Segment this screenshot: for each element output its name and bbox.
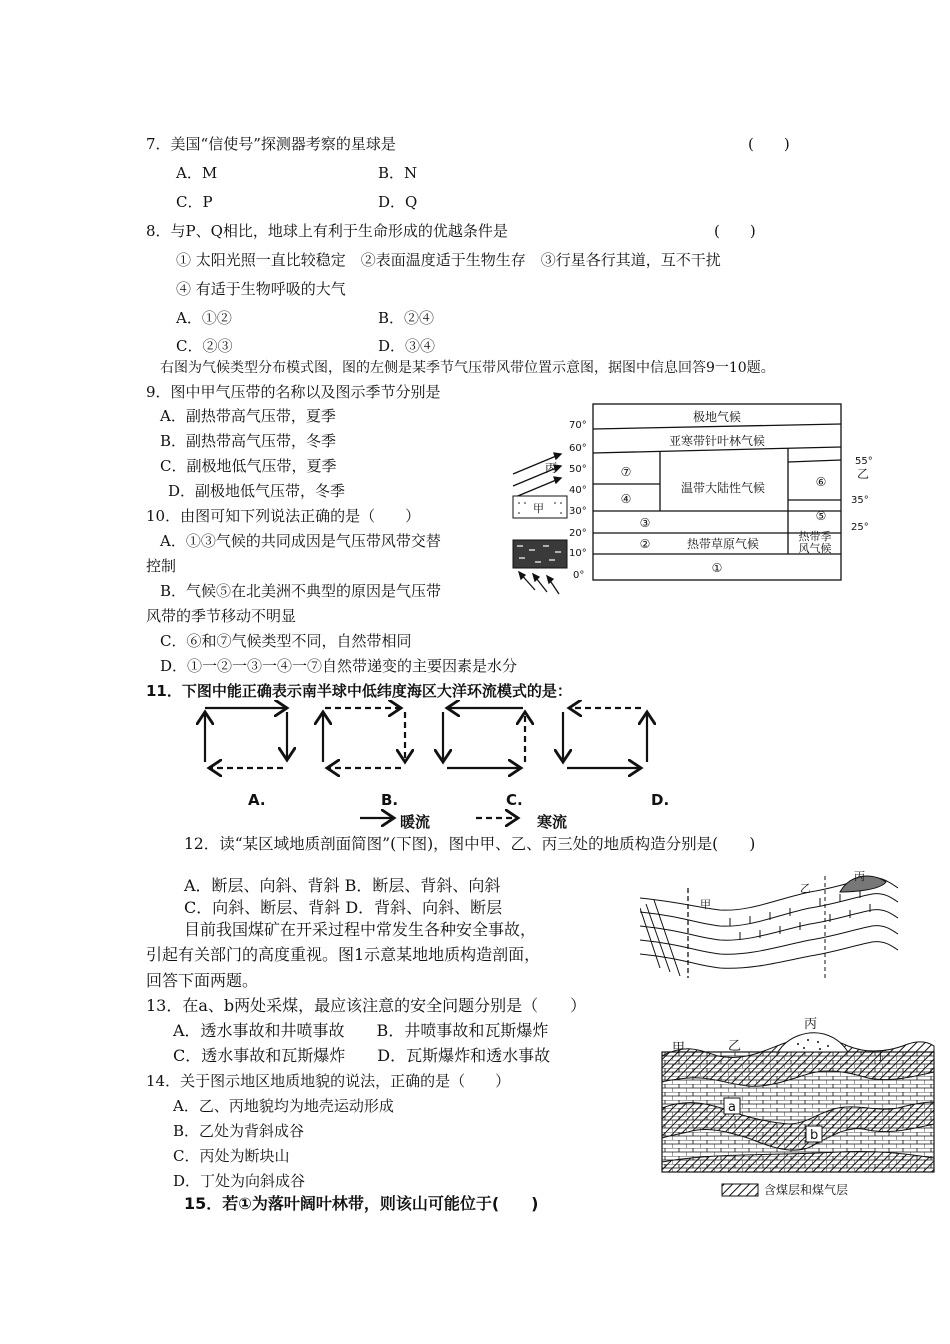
zone-2: ② <box>639 537 651 551</box>
q8-option-d: D．③④ <box>378 337 436 355</box>
savanna-label: 热带草原气候 <box>686 537 760 551</box>
q9-stem: 9．图中甲气压带的名称以及图示季节分别是 <box>146 383 441 401</box>
q7-stem: 7．美国“信使号”探测器考察的星球是 <box>146 135 396 153</box>
q11-stem: 11．下图中能正确表示南半球中低纬度海区大洋环流模式的是： <box>146 682 572 700</box>
bing-label: 丙 <box>545 461 558 475</box>
lat-label: 0° <box>573 570 585 581</box>
q11-option-c: C. <box>506 791 523 809</box>
zone-3: ③ <box>639 516 651 530</box>
q14-stem: 14．关于图示地区地质地貌的说法，正确的是（ ） <box>146 1072 511 1090</box>
q7-option-a: A．M <box>176 164 218 182</box>
subarctic-climate-label: 亚寒带针叶林气候 <box>668 434 766 448</box>
q8-option-c: C．②③ <box>176 337 233 355</box>
ocean-current-diagrams <box>195 700 675 780</box>
lat-label: 70° <box>569 420 587 431</box>
q9-option-d: D．副极地低气压带，冬季 <box>168 482 346 500</box>
boundary-line <box>593 424 841 429</box>
jia-label: 甲 <box>533 502 544 515</box>
coal-fig-ding: 丁 <box>874 1049 888 1064</box>
lat-label: 40° <box>569 485 587 496</box>
coal-fig-jia: 甲 <box>672 1041 686 1056</box>
coal-intro-2: 引起有关部门的高度重视。图1示意某地地质构造剖面， <box>146 945 541 964</box>
q7-option-b: B．N <box>378 164 418 182</box>
q8-conditions-2: ④ 有适于生物呼吸的大气 <box>176 280 346 298</box>
q15-stem: 15．若①为落叶阔叶林带，则该山可能位于( ) <box>184 1194 539 1213</box>
coal-fig-a: a <box>728 1100 736 1115</box>
q14-option-d: D．丁处为向斜成谷 <box>173 1172 306 1190</box>
zone-7: ⑦ <box>620 465 632 479</box>
q11-option-a: A. <box>248 791 266 809</box>
lat-label: 20° <box>569 528 587 539</box>
q10-option-d: D．①一②一③一④一⑦自然带递变的主要因素是水分 <box>160 657 518 675</box>
q12-options-ab: A．断层、向斜、背斜 B．断层、背斜、向斜 <box>184 876 501 895</box>
coal-fig-b: b <box>810 1128 819 1143</box>
q12-options-cd: C．向斜、断层、背斜 D．背斜、向斜、断层 <box>184 898 503 917</box>
q14-option-b: B．乙处为背斜成谷 <box>173 1122 305 1140</box>
q10-option-a-cont: 控制 <box>146 557 177 575</box>
lat-label: 50° <box>569 464 587 475</box>
coal-fig-yi: 乙 <box>728 1039 742 1054</box>
yi-label: 乙 <box>857 467 870 481</box>
q11-option-d: D. <box>651 791 670 809</box>
q12-stem: 12．读“某区域地质剖面简图”(下图)，图中甲、乙、丙三处的地质构造分别是( ) <box>184 835 756 853</box>
q13-stem: 13．在a、b两处采煤，最应该注意的安全问题分别是（ ） <box>146 996 587 1015</box>
lat-label: 10° <box>569 548 587 559</box>
intro-9-10: 右图为气候类型分布模式图，图的左侧是某季节气压带风带位置示意图，据图中信息回答9一10题。 <box>160 360 775 376</box>
warm-current-legend: 暖流 <box>400 813 431 831</box>
q14-option-c: C．丙处为断块山 <box>173 1147 290 1165</box>
geologic-section-figure <box>640 868 900 978</box>
polar-climate-label: 极地气候 <box>692 410 742 424</box>
q14-option-a: A．乙、丙地貌均为地壳运动形成 <box>173 1097 394 1115</box>
temperate-continental-label: 温带大陆性气候 <box>680 481 766 495</box>
zone-4: ④ <box>620 492 632 506</box>
q10-option-b-cont: 风带的季节移动不明显 <box>146 607 297 625</box>
fig-yi-label: 乙 <box>800 882 811 895</box>
monsoon-label: 风气候 <box>798 542 832 555</box>
coal-geology-figure <box>658 1012 940 1204</box>
coal-intro-1: 目前我国煤矿在开采过程中常发生各种安全事故， <box>184 920 537 939</box>
coal-legend-swatch <box>722 1184 758 1196</box>
q8-paren: ( ) <box>714 222 756 240</box>
q11-option-b: B. <box>381 791 399 809</box>
cold-current-legend: 寒流 <box>537 813 568 831</box>
fig-jia-label: 甲 <box>700 898 711 911</box>
lat-label: 30° <box>569 506 587 517</box>
lat-label: 60° <box>569 443 587 454</box>
right-lat-label: 55° <box>855 456 873 467</box>
coal-intro-3: 回答下面两题。 <box>146 971 259 990</box>
right-lat-label: 25° <box>851 522 869 533</box>
legend-arrows <box>358 808 558 830</box>
fig-bing-label: 丙 <box>854 870 865 883</box>
low-pressure-belt <box>513 540 567 568</box>
zone-6: ⑥ <box>815 475 827 489</box>
q7-paren: ( ) <box>748 135 790 153</box>
q13-options-ab: A．透水事故和井喷事故 B．井喷事故和瓦斯爆炸 <box>173 1021 549 1040</box>
q10-stem: 10．由图可知下列说法正确的是（ ） <box>146 507 421 525</box>
q8-option-b: B．②④ <box>378 309 435 327</box>
q10-option-c: C．⑥和⑦气候类型不同，自然带相同 <box>160 632 412 650</box>
q9-option-b: B．副热带高气压带，冬季 <box>160 432 337 450</box>
q8-stem: 8．与P、Q相比，地球上有利于生命形成的优越条件是 <box>146 222 508 240</box>
zone-1: ① <box>711 561 723 575</box>
boundary-line <box>788 460 841 462</box>
q10-option-b: B．气候⑤在北美洲不典型的原因是气压带 <box>160 582 442 600</box>
coal-fig-bing: 丙 <box>804 1017 818 1032</box>
climate-distribution-figure <box>505 400 900 600</box>
q7-option-c: C．P <box>176 193 213 211</box>
q10-option-a: A．①③气候的共同成因是气压带风带交替 <box>160 532 441 550</box>
right-lat-label: 35° <box>851 495 869 506</box>
zone-5: ⑤ <box>815 509 827 523</box>
q8-option-a: A．①② <box>176 309 232 327</box>
q7-option-d: D．Q <box>378 193 418 211</box>
coal-legend-label: 含煤层和煤气层 <box>764 1183 849 1197</box>
q13-options-cd: C．透水事故和瓦斯爆炸 D．瓦斯爆炸和透水事故 <box>173 1046 551 1065</box>
q9-option-a: A．副热带高气压带，夏季 <box>160 407 336 425</box>
q8-conditions-1: ① 太阳光照一直比较稳定 ②表面温度适于生物生存 ③行星各行其道，互不干扰 <box>176 251 721 269</box>
monsoon-label: 热带季 <box>798 530 832 543</box>
q9-option-c: C．副极地低气压带，夏季 <box>160 457 337 475</box>
